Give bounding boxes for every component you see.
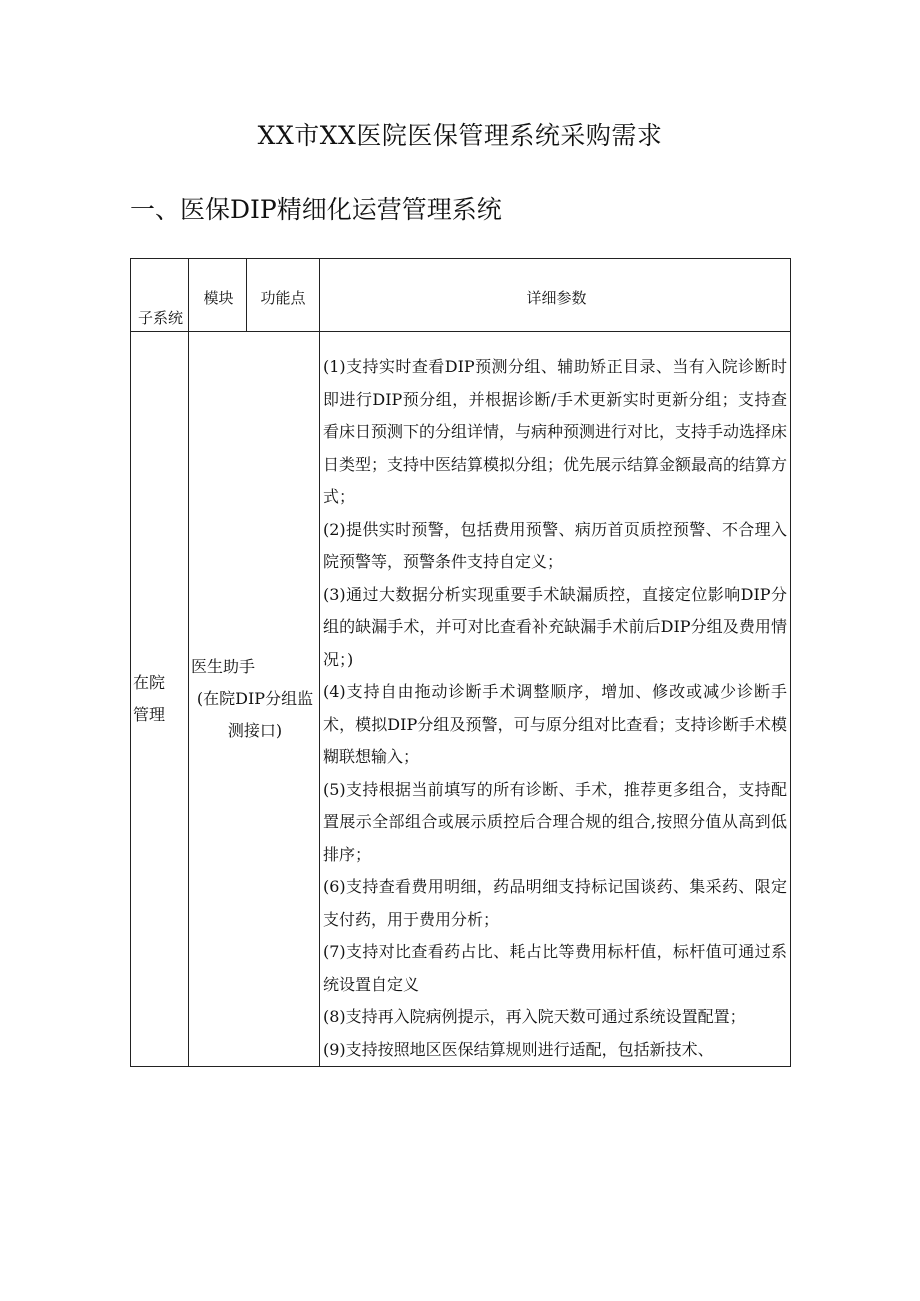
module-line: 医生助手 bbox=[191, 657, 256, 676]
detail-cell bbox=[320, 332, 791, 1067]
subsystem-cell bbox=[131, 332, 189, 1067]
requirements-table bbox=[130, 258, 791, 1067]
header-detail: 详细参数 bbox=[320, 259, 791, 332]
module-cell bbox=[189, 332, 320, 1067]
detail-item: (5)支持根据当前填写的所有诊断、手术，推荐更多组合，支持配置展示全部组合或展示质控后合理合规的组合,按照分值从高到低排序； bbox=[323, 779, 787, 864]
header-subsystem: 子系统 bbox=[131, 259, 189, 332]
detail-item: (4)支持自由拖动诊断手术调整顺序，增加、修改或减少诊断手术，模拟DIP分组及预警，可与原分组对比查看；支持诊断手术模糊联想输入； bbox=[323, 682, 787, 766]
detail-item: (2)提供实时预警，包括费用预警、病历首页质控预警、不合理入院预警等，预警条件支持自定义； bbox=[323, 519, 787, 571]
detail-item: (3)通过大数据分析实现重要手术缺漏质控，直接定位影响DIP分组的缺漏手术，并可对比查看补充缺漏手术前后DIP分组及费用情况；) bbox=[323, 584, 787, 669]
subsystem-line: 管理 bbox=[133, 705, 166, 724]
header-function: 功能点 bbox=[247, 259, 320, 332]
table-header-row bbox=[131, 259, 791, 332]
document-title: XX市XX医院医保管理系统采购需求 bbox=[257, 121, 663, 150]
detail-item: (1)支持实时查看DIP预测分组、辅助矫正目录、当有入院诊断时即进行DIP预分组，并根据诊断/手术更新实时更新分组；支持查看床日预测下的分组详情，与病种预测进行对比，支持手动选择床日类型；支持中医结算模拟分组；优先展示结算金额最高的结算方式； bbox=[323, 357, 788, 506]
module-line: 测接口) bbox=[227, 721, 283, 740]
header-module: 模块 bbox=[189, 259, 247, 332]
subsystem-line: 在院 bbox=[133, 673, 166, 692]
detail-item: (7)支持对比查看药占比、耗占比等费用标杆值，标杆值可通过系统设置自定义 bbox=[323, 942, 787, 994]
section-heading: 一、医保DIP精细化运营管理系统 bbox=[130, 195, 502, 224]
detail-item: (6)支持查看费用明细，药品明细支持标记国谈药、集采药、限定支付药，用于费用分析； bbox=[323, 877, 787, 929]
detail-item: (9)支持按照地区医保结算规则进行适配，包括新技术、 bbox=[323, 1039, 714, 1059]
table-row bbox=[131, 332, 791, 1067]
module-line: (在院DIP分组监 bbox=[196, 689, 314, 708]
detail-item: (8)支持再入院病例提示，再入院天数可通过系统设置配置； bbox=[323, 1007, 746, 1026]
